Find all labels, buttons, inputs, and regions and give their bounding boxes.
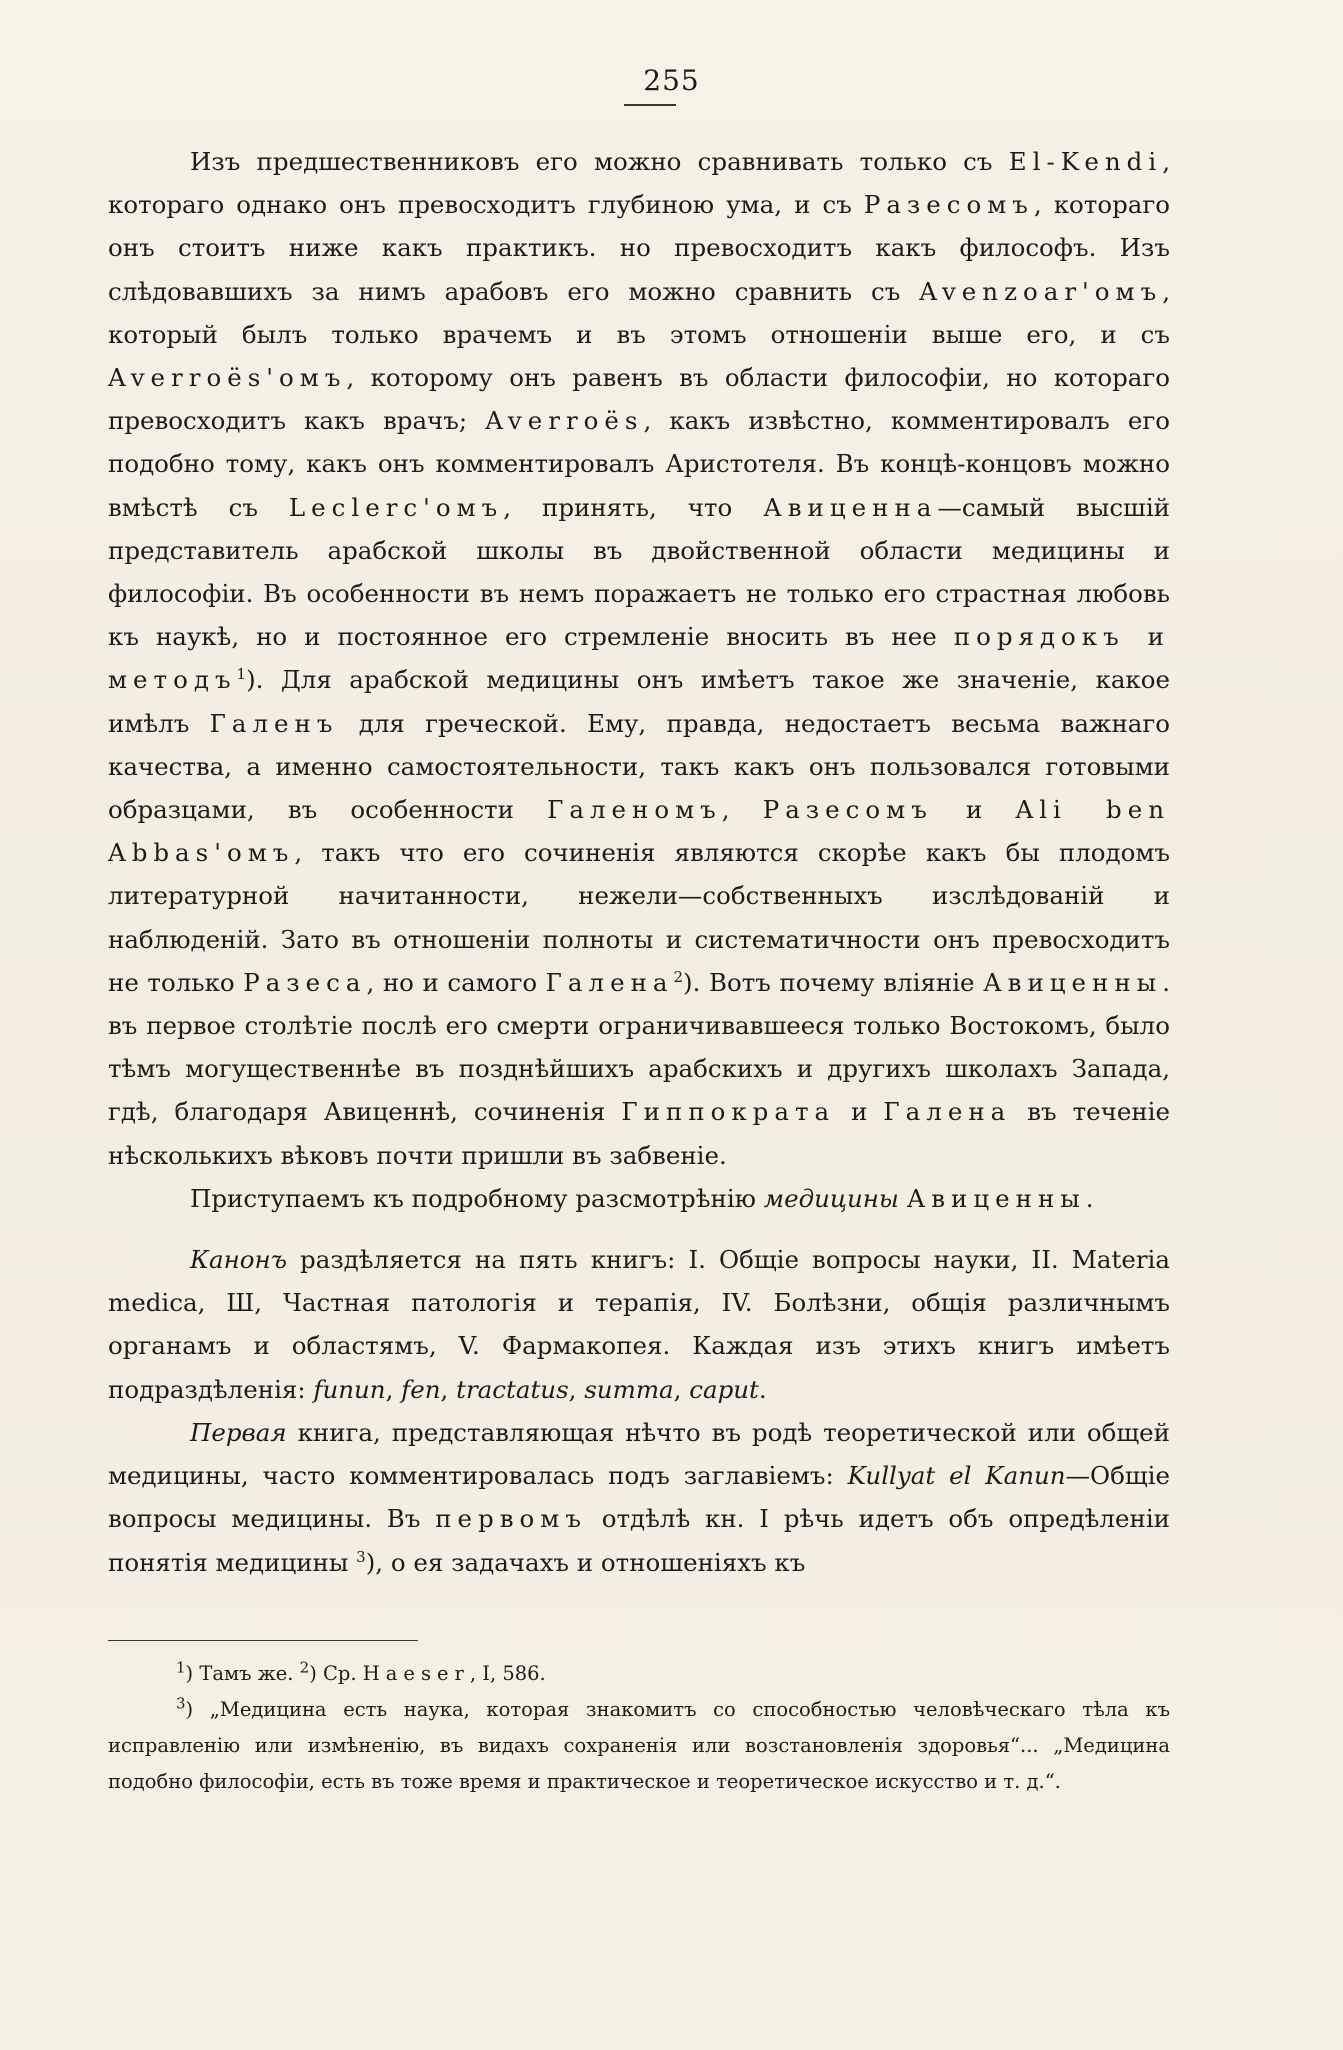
text-run: отдѣлѣ кн. I рѣчь идетъ объ опредѣленiи понятiя медицины — [108, 1504, 1170, 1577]
text-run: , которому онъ равенъ въ области философiи, но котораго превосходитъ какъ врачъ; — [108, 363, 1170, 436]
name-avicenna: Авиценны — [983, 967, 1163, 997]
text-run: , принять, что — [503, 492, 764, 522]
term-summa: summa — [584, 1374, 674, 1404]
name-haeser: Haeser — [362, 1662, 470, 1685]
text-run: ). Для арабской медицины онъ имѣетъ такое же значенiе, какое имѣлъ — [108, 665, 1170, 738]
text-run: и — [932, 795, 1016, 825]
name-razes: Разесомъ — [863, 190, 1034, 220]
text-run: . — [1085, 1183, 1094, 1213]
footnote-mark: 2 — [299, 1658, 310, 1677]
term-tractatus: tractatus — [456, 1374, 569, 1404]
name-ali-ben-abbas: Ali ben Abbas'омъ — [108, 795, 1171, 868]
text-run: , котораго однако онъ превосходитъ глубиною ума, и съ — [108, 147, 1170, 220]
name-hippocrates: Гиппократа — [621, 1097, 836, 1127]
text-run: книга, представляющая нѣчто въ родѣ теоретической или общей медицины, часто комментировалась подъ заглавiемъ: — [108, 1417, 1170, 1491]
footnote-mark: 3 — [176, 1694, 186, 1713]
text-run: и — [835, 1097, 884, 1127]
footnote-text: ) Тамъ же. — [185, 1662, 300, 1685]
paragraph-3 — [108, 1238, 1170, 1411]
footnote-text: ) Ср. — [309, 1662, 363, 1685]
text-run: , котораго онъ стоитъ ниже какъ практикъ. но превосходитъ какъ философъ. Изъ слѣдовавшихъ за нимъ арабовъ его можно сравнить съ — [108, 190, 1170, 306]
name-galen: Галеномъ — [547, 795, 722, 825]
text-run: , какъ извѣстно, комментировалъ его подобно тому, какъ онъ комментировалъ Аристотеля. Въ концѣ-концовъ можно вмѣстѣ съ — [108, 406, 1170, 522]
footnote-text: , I, 586. — [469, 1662, 546, 1685]
text-run: ). Вотъ почему влiянiе — [683, 967, 984, 997]
name-razes: Разеса — [243, 967, 367, 997]
page-number-underline — [624, 104, 676, 106]
paragraph-1 — [108, 140, 1170, 1177]
text-run: въ теченiе нѣсколькихъ вѣковъ почти пришли въ забвенiе. — [108, 1097, 1171, 1170]
term-first-section: первомъ — [435, 1504, 587, 1534]
name-leclerc: Leclerc'омъ — [288, 492, 504, 522]
text-run: —Общiе вопросы медицины. Въ — [108, 1461, 1170, 1534]
name-razes: Разесомъ — [762, 795, 933, 825]
text-run: —самый высшiй представитель арабской школы въ двойственной области медицины и философiи. Въ особенности въ немъ поражаетъ не только его страстная любовь къ наукѣ, но и постоянное его стремленiе вносить въ нее — [108, 492, 1170, 652]
name-averroes: Averroës'омъ — [108, 363, 347, 393]
footnote-3 — [108, 1692, 1170, 1800]
footnote-text: ) „Медицина есть наука, которая знакомитъ со способностью человѣческаго тѣла къ исправленiю или измѣненiю, въ видахъ сохраненiя или возстановленiя здоровья“... „Медицина подобно философiи, есть въ тоже время и практическое и теоретическое искусство и т. д.“. — [108, 1698, 1170, 1793]
term-first-book: Первая — [190, 1417, 287, 1447]
term-funun: funun — [313, 1374, 386, 1404]
footnote-1-2 — [108, 1656, 1170, 1692]
text-run: , — [440, 1374, 457, 1404]
name-avicenna: Авиценны — [906, 1183, 1086, 1213]
name-galen: Галена — [883, 1097, 1012, 1127]
footnote-ref[interactable]: 2 — [673, 967, 684, 986]
name-averroes: Averroës — [485, 406, 644, 436]
name-galen: Галена — [545, 967, 674, 997]
text-run: Приступаемъ къ подробному разсмотрѣнiю — [190, 1183, 764, 1213]
name-galen: Галенъ — [209, 708, 339, 738]
paragraph-2 — [108, 1177, 1170, 1220]
footnote-divider — [108, 1640, 418, 1641]
text-run: . — [758, 1374, 767, 1404]
footnote-ref[interactable]: 1 — [236, 665, 247, 684]
footnote-ref[interactable]: 3 — [356, 1547, 366, 1566]
text-run: ), о ея задачахъ и отношенiяхъ къ — [365, 1547, 806, 1577]
text-run: , — [673, 1374, 690, 1404]
text-run: , такъ что его сочиненiя являются скорѣе какъ бы плодомъ литературной начитанности, нежели—собственныхъ изслѣдованiй и наблюденiй. Зато въ отношенiи полноты и систематичности онъ превосходитъ не только — [108, 838, 1170, 997]
phrase-order-method: порядокъ и методъ — [108, 622, 1171, 695]
text-run: Изъ предшественниковъ его можно сравнивать только съ — [190, 147, 1009, 176]
name-elkendi: El-Kendi — [1008, 147, 1163, 176]
text-run: раздѣляется на пять книгъ: I. Общiе вопросы науки, II. Materia medica, Ш, Частная патологiя и терапiя, IV. Болѣзни, общiя различнымъ органамъ и областямъ, V. Фармакопея. Каждая изъ этихъ книгъ имѣетъ подраздѣленiя: — [108, 1245, 1170, 1404]
term-canon: Канонъ — [190, 1245, 287, 1275]
term-fen: fen — [401, 1374, 441, 1404]
text-run — [899, 1184, 907, 1213]
footnote-mark: 1 — [176, 1658, 186, 1677]
body-text — [108, 140, 1170, 1584]
text-run: , — [385, 1374, 402, 1404]
term-kullyat-el-kanun: Kullyat el Kanun — [847, 1461, 1066, 1491]
footnotes — [108, 1656, 1170, 1800]
text-run: , который былъ только врачемъ и въ этомъ отношенiи выше его, и съ — [108, 276, 1170, 349]
page-number: 255 — [643, 64, 700, 97]
term-medicine: медицины — [763, 1183, 899, 1213]
text-run: . въ первое столѣтiе послѣ его смерти ограничивавшееся только Востокомъ, было тѣмъ могущественнѣе въ позднѣйшихъ арабскихъ и другихъ школахъ Запада, гдѣ, благодаря Авиценнѣ, сочиненiя — [108, 967, 1170, 1127]
paragraph-4 — [108, 1411, 1170, 1584]
name-avicenna: Авиценна — [763, 492, 938, 522]
text-run: , — [568, 1374, 585, 1404]
text-run: , — [721, 795, 763, 825]
name-avenzoar: Avenzoar'омъ — [919, 276, 1163, 306]
text-run: для греческой. Ему, правда, недостаетъ весьма важнаго качества, а именно самостоятельности, такъ какъ онъ пользовался готовыми образцами, въ особенности — [108, 708, 1170, 825]
term-caput: caput — [689, 1374, 759, 1404]
text-run: , но и самого — [366, 967, 546, 997]
